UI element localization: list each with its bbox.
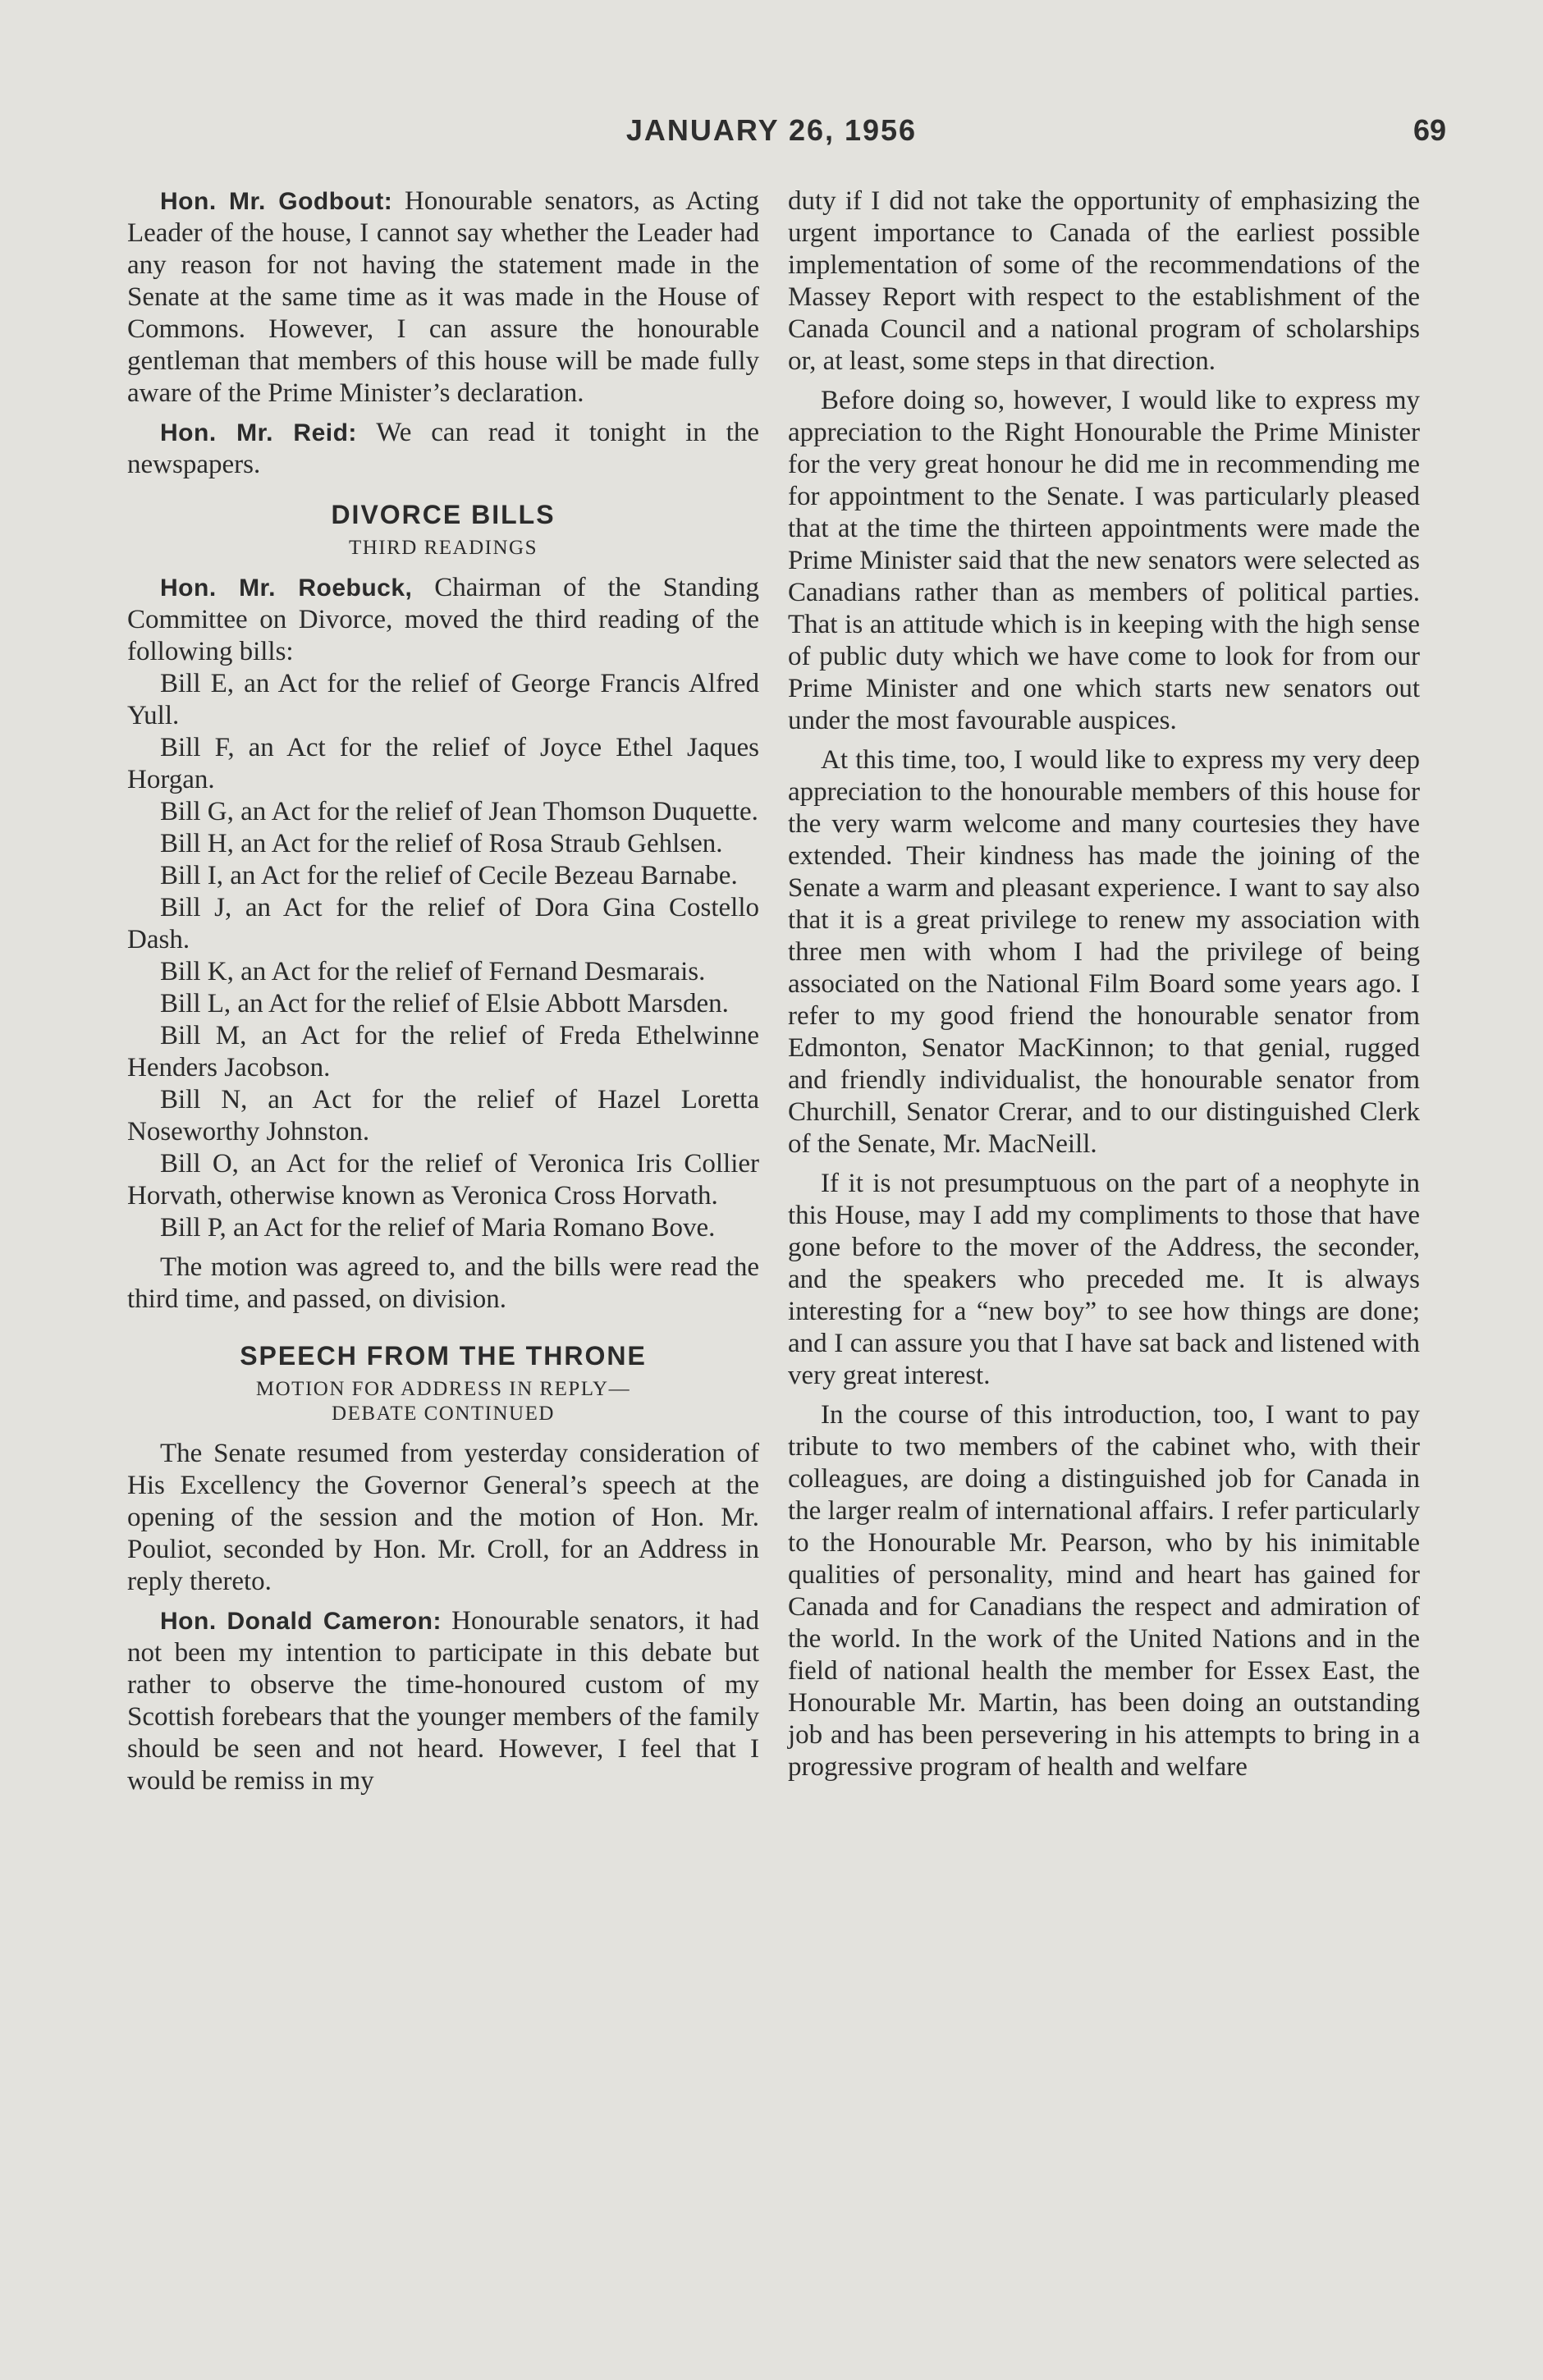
section-subheading	[127, 1377, 759, 1426]
paragraph	[127, 185, 759, 410]
paragraph: If it is not presumptuous on the part of a neophyte in this House, may I add my compliments to those that have gone before to the mover of the Address, the seconder, and the speakers who preceded me. It is always interesting for a “new boy” to see how things are done; and I can assure you that I have sat back and listened with very great interest.	[788, 1169, 1420, 1390]
bill-item: Bill J, an Act for the relief of Dora Gina Costello Dash.	[127, 893, 759, 954]
paragraph: At this time, too, I would like to express my very deep appreciation to the honourable members of this house for the very warm welcome and many courtesies they have extended. Their kindness has made the joining of the Senate a warm and pleasant experience. I want to say also that it is a great privilege to renew my association with three men with whom I had the privilege of being associated on the National Film Board some years ago. I refer to my good friend the honourable senator from Edmonton, Senator MacKinnon; to that genial, rugged and friendly individualist, the honourable senator from Churchill, Senator Crerar, and to our distinguished Clerk of the Senate, Mr. MacNeill.	[788, 745, 1420, 1159]
paragraph: The motion was agreed to, and the bills were read the third time, and passed, on division.	[127, 1252, 759, 1314]
paragraph-text: Chairman of the Standing Committee on Divorce, moved the third reading of the following bills:	[127, 573, 759, 666]
paragraph	[127, 417, 759, 481]
paragraph: Before doing so, however, I would like to express my appreciation to the Right Honourable the Prime Minister for the very great honour he did me in recommending me for appointment to the Senate. I was particularly pleased that at the time the thirteen appointments were made the Prime Minister said that the new senators were selected as Canadians rather than as members of political parties. That is an attitude which is in keeping with the high sense of public duty which we have come to look for from our Prime Minister and one which starts new senators out under the most favourable auspices.	[788, 386, 1420, 735]
page-date: JANUARY 26, 1956	[625, 113, 918, 147]
bill-item: Bill M, an Act for the relief of Freda Ethelwinne Henders Jacobson.	[127, 1021, 759, 1082]
speaker-name: Hon. Mr. Godbout:	[160, 188, 393, 215]
right-column	[788, 185, 1420, 1791]
paragraph	[127, 1605, 759, 1797]
paragraph-text: Honourable senators, as Acting Leader of the house, I cannot say whether the Leader had any reason for not having the statement made in the Senate at the same time as it was made in the House of Commons. However, I can assure the honourable gentleman that members of this house will be made fully aware of the Prime Minister’s declaration.	[127, 186, 759, 408]
paragraph-text: We can read it tonight in the newspapers.	[127, 418, 759, 479]
paragraph-text: Honourable senators, it had not been my intention to participate in this debate but rather to observe the time-honoured custom of my Scottish forebears that the younger members of the family should be seen and not heard. However, I feel that I would be remiss in my	[127, 1606, 759, 1796]
page-header	[0, 113, 1543, 154]
paragraph: duty if I did not take the opportunity of emphasizing the urgent importance to Canada of the earliest possible implementation of some of the recommendations of the Massey Report with respect to the establishment of the Canada Council and a national program of scholarships or, at least, some steps in that direction.	[788, 186, 1420, 376]
bill-item: Bill G, an Act for the relief of Jean Thomson Duquette.	[160, 797, 758, 826]
bill-item: Bill P, an Act for the relief of Maria Romano Bove.	[160, 1213, 716, 1243]
page-number: 69	[1413, 113, 1446, 147]
speaker-name: Hon. Donald Cameron:	[160, 1608, 442, 1635]
bill-item: Bill N, an Act for the relief of Hazel Loretta Noseworthy Johnston.	[127, 1085, 759, 1147]
section-subheading: THIRD READINGS	[348, 537, 538, 559]
speaker-name: Hon. Mr. Reid:	[160, 419, 357, 446]
bill-item: Bill I, an Act for the relief of Cecile Bezeau Barnabe.	[160, 861, 738, 890]
bill-item: Bill H, an Act for the relief of Rosa Straub Gehlsen.	[160, 829, 723, 858]
speaker-name: Hon. Mr. Roebuck,	[160, 574, 413, 602]
bill-item: Bill E, an Act for the relief of George Francis Alfred Yull.	[127, 669, 759, 730]
subheading-line: DEBATE CONTINUED	[332, 1403, 555, 1425]
section-heading: SPEECH FROM THE THRONE	[240, 1341, 647, 1371]
bill-item: Bill K, an Act for the relief of Fernand Desmarais.	[160, 957, 706, 986]
paragraph: In the course of this introduction, too, I want to pay tribute to two members of the cabinet who, with their colleagues, are doing a distinguished job for Canada in the larger realm of international affairs. I refer particularly to the Honourable Mr. Pearson, who by his inimitable qualities of personality, mind and heart has gained for Canada and for Canadians the respect and admiration of the world. In the work of the United Nations and in the field of national health the member for Essex East, the Honourable Mr. Martin, has been doing an outstanding job and has been persevering in his attempts to bring in a progressive program of health and welfare	[788, 1400, 1420, 1782]
bill-item: Bill O, an Act for the relief of Veronica Iris Collier Horvath, otherwise known as Veronica Cross Horvath.	[127, 1149, 759, 1211]
subheading-line: MOTION FOR ADDRESS IN REPLY—	[255, 1378, 631, 1400]
paragraph	[127, 572, 759, 668]
bill-item: Bill L, an Act for the relief of Elsie Abbott Marsden.	[160, 989, 729, 1018]
section-heading: DIVORCE BILLS	[331, 500, 556, 529]
bill-item: Bill F, an Act for the relief of Joyce Ethel Jaques Horgan.	[127, 733, 759, 794]
left-column	[127, 185, 759, 1805]
paragraph: The Senate resumed from yesterday consideration of His Excellency the Governor General’s speech at the opening of the session and the motion of Hon. Mr. Pouliot, seconded by Hon. Mr. Croll, for an Address in reply thereto.	[127, 1439, 759, 1596]
